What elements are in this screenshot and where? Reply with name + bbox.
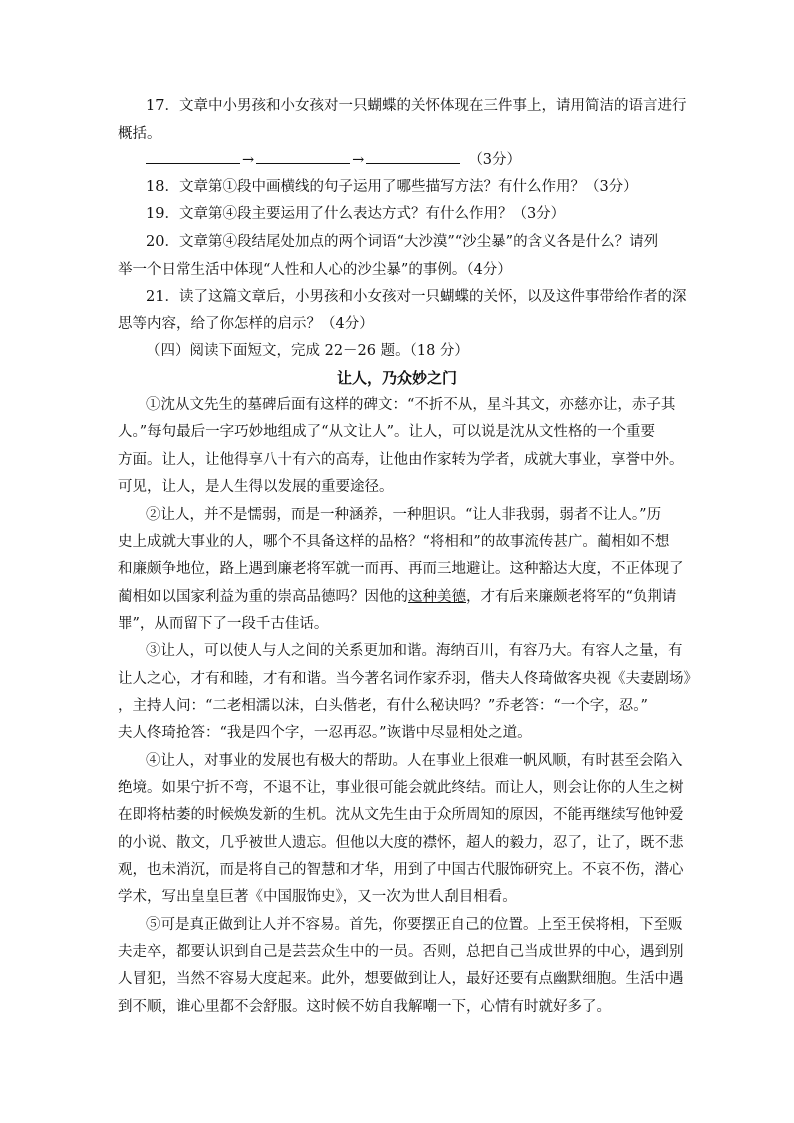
section-header: （四）阅读下面短文，完成 22－26 题。（18 分） bbox=[146, 343, 469, 359]
question-17-line-1: 17．文章中小男孩和小女孩对一只蝴蝶的关怀体现在三件事上，请用简洁的语言进行 bbox=[146, 98, 687, 114]
arrow-icon: → bbox=[242, 152, 255, 168]
article-line: 方面。让人，让他得享八十有六的高寿，让他由作家转为学者，成就大事业，享誉中外。 bbox=[118, 452, 684, 468]
article-line: ③让人，可以使人与人之间的关系更加和谐。海纳百川，有容乃大。有容人之量，有 bbox=[146, 643, 683, 659]
article-line: 在即将枯萎的时候焕发新的生机。沈从文先生由于众所周知的原因，不能再继续写他钟爱 bbox=[118, 807, 684, 823]
article-line: ⑤可是真正做到让人并不容易。首先，你要摆正自己的位置。上至王侯将相，下至贩 bbox=[146, 917, 683, 933]
article-line: 绝境。如果宁折不弯，不退不让，事业很可能会就此终结。而让人，则会让你的人生之树 bbox=[118, 780, 684, 796]
article-title: 让人，乃众妙之门 bbox=[336, 369, 457, 387]
article-line: 观，也未消沉，而是将自己的智慧和才华，用到了中国古代服饰研究上。不哀不伤，潜心 bbox=[118, 862, 684, 878]
arrow-icon: → bbox=[352, 152, 365, 168]
question-18: 18．文章第①段中画横线的句子运用了哪些描写方法？有什么作用？（3分） bbox=[146, 179, 638, 195]
question-21-line-2: 思等内容，给了你怎样的启示？（4分） bbox=[118, 316, 374, 332]
question-17-answer-blanks bbox=[146, 150, 706, 170]
answer-blank-1[interactable] bbox=[146, 151, 240, 164]
text-segment: 蔺相如以国家利益为重的崇高品德吗？因他的 bbox=[118, 589, 408, 605]
text-segment: ，才有后来廉颇老将军的“负荆请 bbox=[466, 589, 677, 605]
article-line: ①沈从文先生的墓碑后面有这样的碑文：“不折不从，星斗其文，亦慈亦让，赤子其 bbox=[146, 397, 676, 413]
article-line: 可见，让人，是人生得以发展的重要途径。 bbox=[118, 479, 394, 495]
question-21-line-1: 21．读了这篇文章后，小男孩和小女孩对一只蝴蝶的关怀，以及这件事带给作者的深 bbox=[146, 289, 687, 305]
answer-blank-2[interactable] bbox=[256, 151, 350, 164]
article-line: 夫人佟琦抢答：“我是四个字，一忍再忍。”诙谐中尽显相处之道。 bbox=[118, 725, 532, 741]
article-line: 人冒犯，当然不容易大度起来。此外，想要做到让人，最好还要有点幽默细胞。生活中遇 bbox=[118, 971, 684, 987]
question-20-line-2: 举一个日常生活中体现“人性和人心的沙尘暴”的事例。（4分） bbox=[118, 262, 512, 278]
article-line: ，主持人问：“二老相濡以沫，白头偕老，有什么秘诀吗？”乔老答：“一个字，忍。” bbox=[118, 698, 648, 714]
article-line: 和廉颇争地位，路上遇到廉老将军就一而再、再而三地避让。这种豁达大度，不正体现了 bbox=[118, 561, 684, 577]
question-17-line-2: 概括。 bbox=[118, 126, 162, 142]
question-20-line-1: 20．文章第④段结尾处加点的两个词语“大沙漠”“沙尘暴”的含义各是什么？请列 bbox=[146, 234, 659, 250]
article-line: 的小说、散文，几乎被世人遗忘。但他以大度的襟怀，超人的毅力，忍了，让了，既不悲 bbox=[118, 835, 684, 851]
article-line bbox=[118, 587, 678, 607]
article-line: 让人之心，才有和睦，才有和谐。当今著名词作家乔羽，偕夫人佟琦做客央视《夫妻剧场》 bbox=[118, 671, 698, 687]
answer-blank-3[interactable] bbox=[366, 151, 460, 164]
article-line: 学术，写出皇皇巨著《中国服饰史》，又一次为世人刮目相看。 bbox=[118, 889, 517, 905]
article-line: ④让人，对事业的发展也有极大的帮助。人在事业上很难一帆风顺，有时甚至会陷入 bbox=[146, 753, 683, 769]
article-line: 罪”，从而留下了一段千古佳话。 bbox=[118, 616, 329, 632]
article-line: 史上成就大事业的人，哪个不具备这样的品格？“将相和”的故事流传甚广。蔺相如不想 bbox=[118, 534, 670, 550]
underlined-phrase: 这种美德 bbox=[408, 589, 466, 605]
article-line: 人。”每句最后一字巧妙地组成了“从文让人”。让人，可以说是沈从文性格的一个重要 bbox=[118, 424, 655, 440]
article-line: ②让人，并不是懦弱，而是一种涵养，一种胆识。“让人非我弱，弱者不让人。”历 bbox=[146, 507, 662, 523]
question-17-score: （3分） bbox=[468, 152, 522, 168]
question-19: 19．文章第④段主要运用了什么表达方式？有什么作用？（3分） bbox=[146, 206, 566, 222]
article-line: 夫走卒，都要认识到自己是芸芸众生中的一员。否则，总把自己当成世界的中心，遇到别 bbox=[118, 944, 684, 960]
article-line: 到不顺，谁心里都不会舒服。这时候不妨自我解嘲一下，心情有时就好多了。 bbox=[118, 999, 611, 1015]
